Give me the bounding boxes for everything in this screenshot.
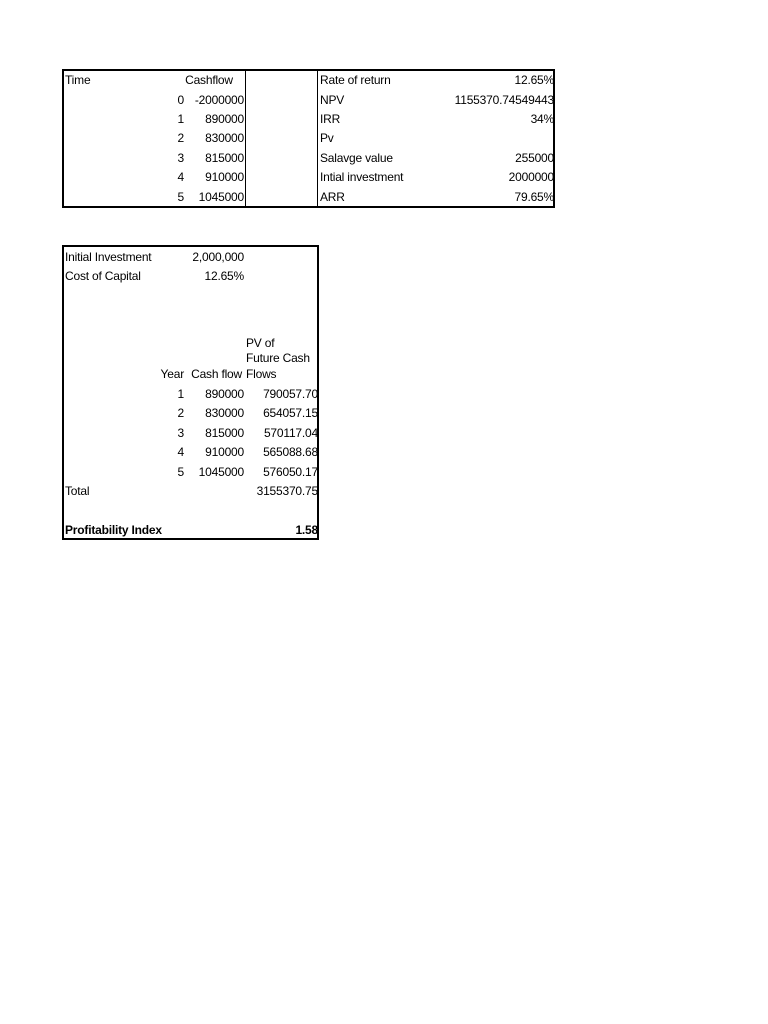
cashflow-cell: 830000	[205, 131, 244, 145]
cashflow-cell: 830000	[205, 406, 244, 420]
metric-label: Pv	[320, 131, 334, 145]
metric-label: ARR	[320, 190, 345, 204]
cashflow-cell: -2000000	[194, 93, 244, 107]
metric-value: 255000	[515, 151, 554, 165]
cashflow-cell: 1045000	[198, 190, 244, 204]
year-cell: 1	[177, 387, 184, 401]
pv-header: Flows	[246, 367, 277, 381]
metric-value	[424, 129, 554, 148]
year-cell: 3	[177, 426, 184, 440]
total-value: 3155370.75	[256, 484, 318, 498]
cashflow-header: Cashflow	[185, 73, 233, 87]
cashflow-cell: 890000	[205, 112, 244, 126]
metric-label: IRR	[320, 112, 341, 126]
year-cell: 5	[177, 465, 184, 479]
cashflow-table	[62, 69, 555, 208]
pv-cell: 565088.68	[263, 445, 318, 459]
table-divider	[317, 71, 318, 206]
cashflow-cell: 910000	[205, 445, 244, 459]
cost-of-capital-label: Cost of Capital	[65, 269, 141, 283]
metric-label: Salavge value	[320, 151, 393, 165]
initial-investment-label: Initial Investment	[65, 250, 152, 264]
pv-header: PV of	[246, 336, 275, 350]
initial-investment-value: 2,000,000	[192, 250, 244, 264]
time-cell: 3	[177, 151, 184, 165]
metric-value: 34%	[530, 112, 554, 126]
metric-value: 2000000	[508, 170, 554, 184]
profitability-table	[62, 245, 319, 540]
pv-cell: 790057.70	[263, 387, 318, 401]
cashflow-cell: 890000	[205, 387, 244, 401]
metric-label: Intial investment	[320, 170, 404, 184]
total-label: Total	[65, 484, 90, 498]
cashflow-cell: 815000	[205, 151, 244, 165]
year-header: Year	[160, 367, 184, 381]
metric-value: 79.65%	[514, 190, 554, 204]
time-cell: 0	[177, 93, 184, 107]
metric-value: 12.65%	[514, 73, 554, 87]
table-divider	[245, 71, 246, 206]
time-header: Time	[65, 73, 91, 87]
year-cell: 4	[177, 445, 184, 459]
time-cell: 4	[177, 170, 184, 184]
profitability-index-value: 1.58	[295, 523, 318, 537]
time-cell: 5	[177, 190, 184, 204]
cashflow-cell: 910000	[205, 170, 244, 184]
cost-of-capital-value: 12.65%	[204, 269, 244, 283]
time-cell: 2	[177, 131, 184, 145]
metric-value: 1155370.74549443	[454, 93, 554, 107]
pv-header: Future Cash	[246, 351, 310, 365]
metric-label: Rate of return	[320, 73, 391, 87]
metric-label: NPV	[320, 93, 345, 107]
pv-cell: 654057.15	[263, 406, 318, 420]
cashflow-cell: 1045000	[198, 465, 244, 479]
pv-cell: 576050.17	[263, 465, 318, 479]
pv-cell: 570117.04	[263, 426, 318, 440]
profitability-index-label: Profitability Index	[65, 523, 162, 537]
cashflow-header: Cash flow	[191, 367, 242, 381]
time-cell: 1	[177, 112, 184, 126]
cashflow-cell: 815000	[205, 426, 244, 440]
year-cell: 2	[177, 406, 184, 420]
